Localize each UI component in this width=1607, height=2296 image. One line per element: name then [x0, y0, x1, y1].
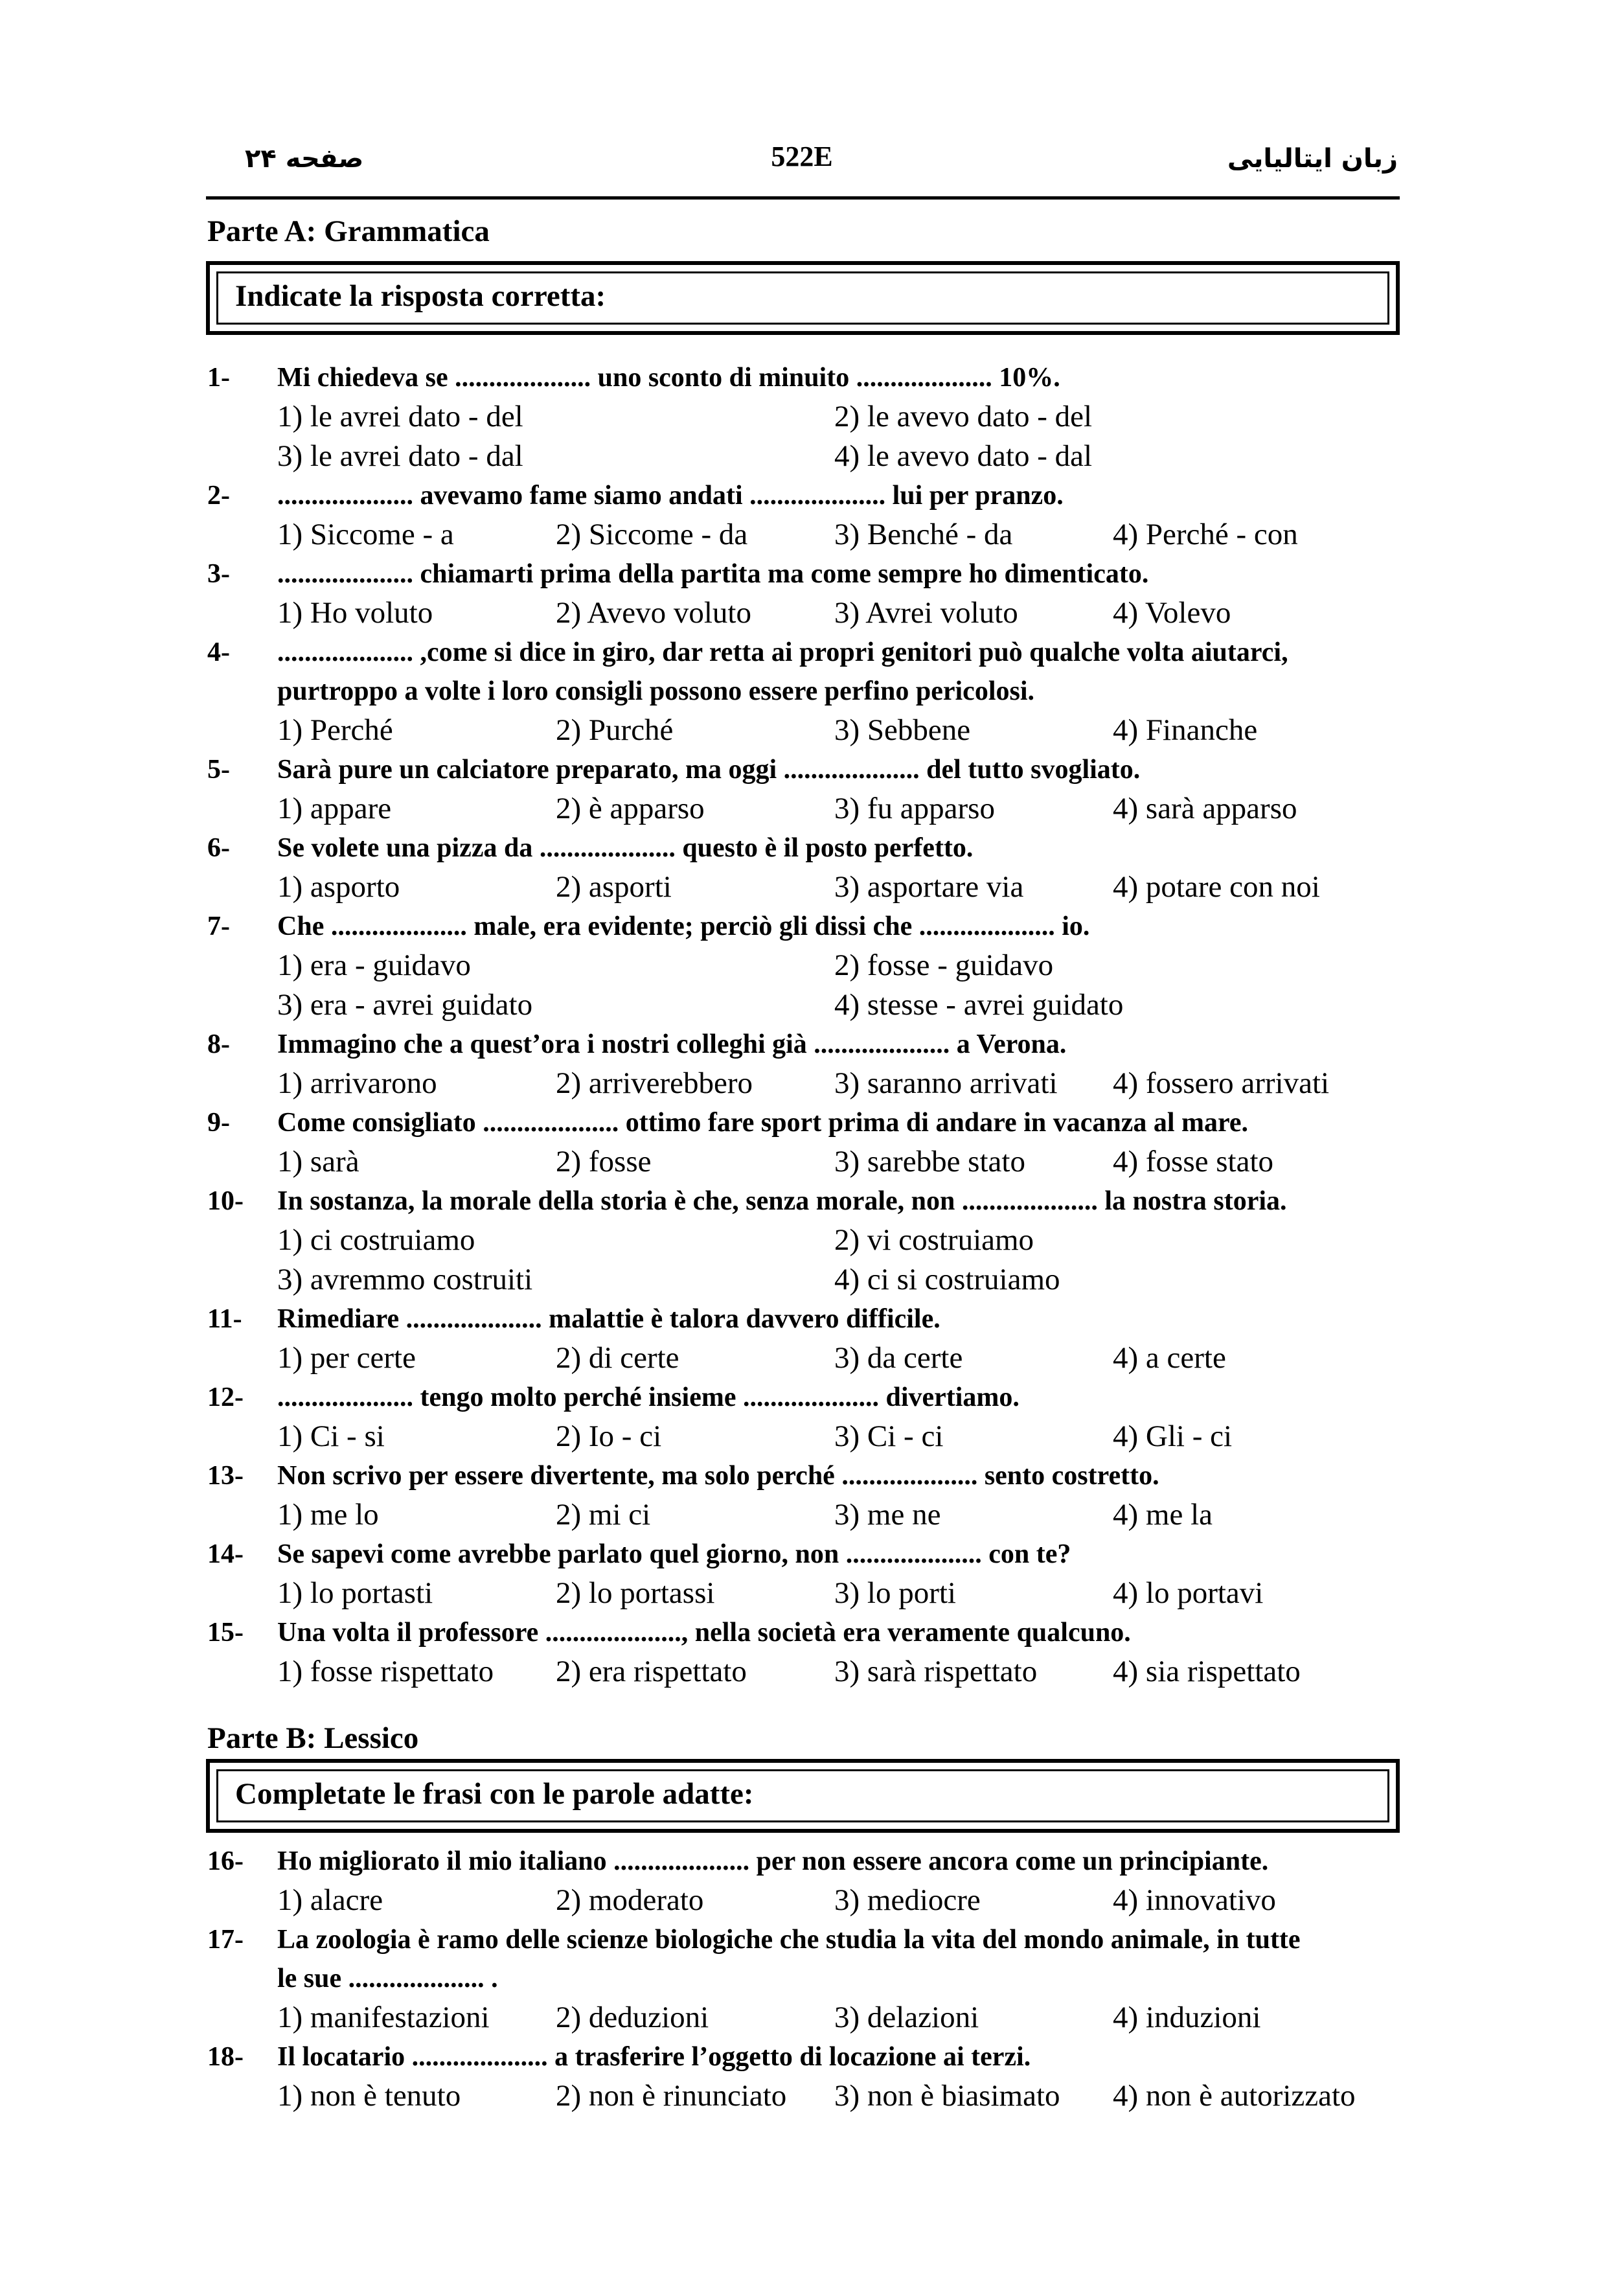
- answer-option[interactable]: 3) da certe: [834, 1341, 963, 1375]
- question-number: 8-: [207, 1029, 230, 1059]
- question-item: [207, 750, 1406, 829]
- question-number: 1-: [207, 363, 230, 393]
- question-stem: le sue .................... .: [277, 1964, 498, 1993]
- question-number: 12-: [207, 1383, 244, 1412]
- answer-option[interactable]: 1) Ho voluto: [277, 596, 433, 630]
- question-number: 16-: [207, 1846, 244, 1876]
- answer-option[interactable]: 1) non è tenuto: [277, 2079, 461, 2113]
- question-number: 9-: [207, 1108, 230, 1138]
- answer-option[interactable]: 1) arrivarono: [277, 1066, 437, 1100]
- question-number: 11-: [207, 1304, 242, 1334]
- question-number: 2-: [207, 481, 230, 511]
- question-item: [207, 1378, 1406, 1456]
- answer-options: [277, 1495, 1406, 1535]
- answer-option[interactable]: 4) a certe: [1113, 1341, 1226, 1375]
- question-stem: Sarà pure un calciatore preparato, ma oggi .................... del tutto svogliato.: [277, 755, 1141, 785]
- question-number: 13-: [207, 1461, 244, 1491]
- instruction-box-grammatica: [206, 261, 1400, 335]
- answer-option[interactable]: 3) lo porti: [834, 1576, 956, 1610]
- answer-option[interactable]: 4) stesse - avrei guidato: [834, 988, 1124, 1022]
- answer-option[interactable]: 4) fosse stato: [1113, 1145, 1274, 1178]
- answer-option[interactable]: 4) lo portavi: [1113, 1576, 1264, 1610]
- answer-option[interactable]: 3) asportare via: [834, 870, 1024, 904]
- question-number: 15-: [207, 1618, 244, 1647]
- question-stem: Che .................... male, era evidente; perciò gli dissi che .................... io.: [277, 912, 1090, 941]
- question-stem: Non scrivo per essere divertente, ma solo perché .................... sento costretto.: [277, 1461, 1159, 1491]
- page-header: [206, 141, 1398, 189]
- answer-option[interactable]: 4) induzioni: [1113, 2001, 1261, 2034]
- exam-subject: زبان ایتالیایی: [1227, 144, 1398, 174]
- answer-option[interactable]: 1) per certe: [277, 1341, 416, 1375]
- answer-option[interactable]: 2) Siccome - da: [556, 518, 748, 551]
- question-item: [207, 1182, 1406, 1300]
- question-item: [207, 1103, 1406, 1182]
- answer-option[interactable]: 4) le avevo dato - dal: [834, 439, 1093, 473]
- question-number: 3-: [207, 559, 230, 589]
- question-item: [207, 2038, 1406, 2116]
- question-list-grammatica: [207, 358, 1406, 1692]
- answer-options: [277, 867, 1406, 907]
- answer-option[interactable]: 4) Finanche: [1113, 713, 1258, 747]
- question-stem: .................... tengo molto perché insieme .................... divertiamo.: [277, 1383, 1020, 1412]
- answer-option[interactable]: 3) Sebbene: [834, 713, 971, 747]
- answer-option[interactable]: 4) me la: [1113, 1498, 1213, 1532]
- answer-option[interactable]: 3) sarebbe stato: [834, 1145, 1025, 1178]
- answer-option[interactable]: 3) non è biasimato: [834, 2079, 1060, 2113]
- question-stem: Il locatario .................... a trasferire l’oggetto di locazione ai terzi.: [277, 2042, 1031, 2072]
- answer-option[interactable]: 2) fosse - guidavo: [834, 948, 1054, 982]
- answer-options: [277, 711, 1406, 750]
- question-stem: Se volete una pizza da .................... questo è il posto perfetto.: [277, 833, 974, 863]
- question-item: [207, 1025, 1406, 1103]
- question-item: [207, 358, 1406, 476]
- question-stem: In sostanza, la morale della storia è che, senza morale, non .................... la nostra storia.: [277, 1186, 1287, 1216]
- question-item: [207, 555, 1406, 633]
- answer-option[interactable]: 3) Benché - da: [834, 518, 1013, 551]
- question-stem: La zoologia è ramo delle scienze biologiche che studia la vita del mondo animale, in tutte: [277, 1925, 1301, 1955]
- section-title-lessico: Parte B: Lessico: [207, 1721, 419, 1755]
- answer-option[interactable]: 4) sarà apparso: [1113, 792, 1297, 825]
- answer-options: [277, 789, 1406, 829]
- answer-option[interactable]: 4) non è autorizzato: [1113, 2079, 1356, 2113]
- question-stem: Se sapevi come avrebbe parlato quel giorno, non .................... con te?: [277, 1539, 1071, 1569]
- answer-options: [277, 397, 1406, 476]
- answer-options: [277, 515, 1406, 555]
- question-stem: Una volta il professore ...................., nella società era veramente qualcuno.: [277, 1618, 1131, 1647]
- answer-option[interactable]: 1) lo portasti: [277, 1576, 433, 1610]
- answer-option[interactable]: 1) Siccome - a: [277, 518, 454, 551]
- answer-options: [277, 1881, 1406, 1920]
- answer-option[interactable]: 4) Volevo: [1113, 596, 1231, 630]
- exam-code: 522E: [771, 141, 833, 172]
- answer-option[interactable]: 1) ci costruiamo: [277, 1223, 475, 1257]
- answer-option[interactable]: 2) arriverebbero: [556, 1066, 753, 1100]
- answer-option[interactable]: 2) asporti: [556, 870, 672, 904]
- answer-option[interactable]: 2) Avevo voluto: [556, 596, 751, 630]
- answer-option[interactable]: 2) non è rinunciato: [556, 2079, 787, 2113]
- question-number: 14-: [207, 1539, 244, 1569]
- answer-option[interactable]: 4) Perché - con: [1113, 518, 1298, 551]
- answer-options: [277, 1338, 1406, 1378]
- question-item: [207, 1613, 1406, 1692]
- question-stem: .................... ,come si dice in giro, dar retta ai propri genitori può qualche volta aiutarci,: [277, 637, 1288, 667]
- answer-option[interactable]: 2) lo portassi: [556, 1576, 715, 1610]
- question-stem: Rimediare .................... malattie è talora davvero difficile.: [277, 1304, 940, 1334]
- answer-option[interactable]: 1) manifestazioni: [277, 2001, 490, 2034]
- answer-option[interactable]: 3) delazioni: [834, 2001, 979, 2034]
- question-number: 4-: [207, 637, 230, 667]
- section-title-grammatica: Parte A: Grammatica: [207, 214, 490, 248]
- question-item: [207, 633, 1406, 750]
- question-number: 18-: [207, 2042, 244, 2072]
- answer-option[interactable]: 2) Purché: [556, 713, 674, 747]
- question-number: 7-: [207, 912, 230, 941]
- answer-option[interactable]: 3) saranno arrivati: [834, 1066, 1058, 1100]
- answer-option[interactable]: 1) Ci - si: [277, 1419, 385, 1453]
- question-item: [207, 476, 1406, 555]
- answer-option[interactable]: 3) avremmo costruiti: [277, 1263, 533, 1296]
- answer-option[interactable]: 3) fu apparso: [834, 792, 995, 825]
- answer-option[interactable]: 1) asporto: [277, 870, 400, 904]
- question-item: [207, 1456, 1406, 1535]
- answer-option[interactable]: 2) era rispettato: [556, 1655, 747, 1688]
- answer-options: [277, 1574, 1406, 1613]
- answer-option[interactable]: 1) le avrei dato - del: [277, 400, 523, 433]
- question-item: [207, 907, 1406, 1025]
- answer-options: [277, 1221, 1406, 1300]
- answer-option[interactable]: 2) vi costruiamo: [834, 1223, 1034, 1257]
- answer-option[interactable]: 3) me ne: [834, 1498, 941, 1532]
- question-number: 5-: [207, 755, 230, 785]
- instruction-text: Completate le frasi con le parole adatte:: [216, 1769, 1389, 1822]
- answer-options: [277, 1142, 1406, 1182]
- answer-option[interactable]: 2) è apparso: [556, 792, 705, 825]
- answer-option[interactable]: 1) me lo: [277, 1498, 379, 1532]
- answer-option[interactable]: 3) Avrei voluto: [834, 596, 1018, 630]
- header-divider: [206, 196, 1400, 200]
- answer-option[interactable]: 1) fosse rispettato: [277, 1655, 494, 1688]
- answer-options: [277, 593, 1406, 633]
- instruction-box-lessico: [206, 1759, 1400, 1833]
- question-stem: Immagino che a quest’ora i nostri colleghi già .................... a Verona.: [277, 1029, 1067, 1059]
- question-number: 17-: [207, 1925, 244, 1955]
- question-number: 10-: [207, 1186, 244, 1216]
- answer-option[interactable]: 4) innovativo: [1113, 1883, 1276, 1917]
- answer-option[interactable]: 3) le avrei dato - dal: [277, 439, 523, 473]
- answer-option[interactable]: 2) deduzioni: [556, 2001, 709, 2034]
- answer-options: [277, 1064, 1406, 1103]
- answer-option[interactable]: 4) Gli - ci: [1113, 1419, 1233, 1453]
- question-stem: Ho migliorato il mio italiano .................... per non essere ancora come un principiante.: [277, 1846, 1269, 1876]
- question-item: [207, 1300, 1406, 1378]
- answer-option[interactable]: 4) potare con noi: [1113, 870, 1320, 904]
- answer-option[interactable]: 1) Perché: [277, 713, 393, 747]
- answer-option[interactable]: 2) fosse: [556, 1145, 652, 1178]
- question-item: [207, 1920, 1406, 2038]
- answer-option[interactable]: 1) era - guidavo: [277, 948, 471, 982]
- answer-options: [277, 1998, 1406, 2038]
- question-item: [207, 1842, 1406, 1920]
- answer-option[interactable]: 1) appare: [277, 792, 392, 825]
- answer-option[interactable]: 2) le avevo dato - del: [834, 400, 1093, 433]
- question-number: 6-: [207, 833, 230, 863]
- question-stem: Come consigliato .................... ottimo fare sport prima di andare in vacanza al mare.: [277, 1108, 1249, 1138]
- answer-option[interactable]: 3) sarà rispettato: [834, 1655, 1038, 1688]
- answer-option[interactable]: 2) Io - ci: [556, 1419, 662, 1453]
- page-number: صفحه ۲۴: [245, 144, 364, 174]
- question-stem: purtroppo a volte i loro consigli possono essere perfino pericolosi.: [277, 676, 1035, 706]
- answer-options: [277, 2076, 1406, 2116]
- question-item: [207, 1535, 1406, 1613]
- answer-options: [277, 1652, 1406, 1692]
- answer-option[interactable]: 2) di certe: [556, 1341, 679, 1375]
- answer-option[interactable]: 4) sia rispettato: [1113, 1655, 1301, 1688]
- question-stem: .................... avevamo fame siamo andati .................... lui per pranzo.: [277, 481, 1064, 511]
- answer-options: [277, 946, 1406, 1025]
- answer-option[interactable]: 4) fossero arrivati: [1113, 1066, 1330, 1100]
- answer-options: [277, 1417, 1406, 1456]
- question-stem: Mi chiedeva se .................... uno sconto di minuito .................... 10%.: [277, 363, 1060, 393]
- answer-option[interactable]: 1) sarà: [277, 1145, 359, 1178]
- question-stem: .................... chiamarti prima della partita ma come sempre ho dimenticato.: [277, 559, 1149, 589]
- answer-option[interactable]: 4) ci si costruiamo: [834, 1263, 1060, 1296]
- question-list-lessico: [207, 1842, 1406, 2116]
- question-item: [207, 829, 1406, 907]
- answer-option[interactable]: 2) moderato: [556, 1883, 704, 1917]
- answer-option[interactable]: 1) alacre: [277, 1883, 383, 1917]
- answer-option[interactable]: 3) Ci - ci: [834, 1419, 944, 1453]
- answer-option[interactable]: 3) mediocre: [834, 1883, 981, 1917]
- answer-option[interactable]: 3) era - avrei guidato: [277, 988, 533, 1022]
- answer-option[interactable]: 2) mi ci: [556, 1498, 651, 1532]
- instruction-text: Indicate la risposta corretta:: [216, 271, 1389, 325]
